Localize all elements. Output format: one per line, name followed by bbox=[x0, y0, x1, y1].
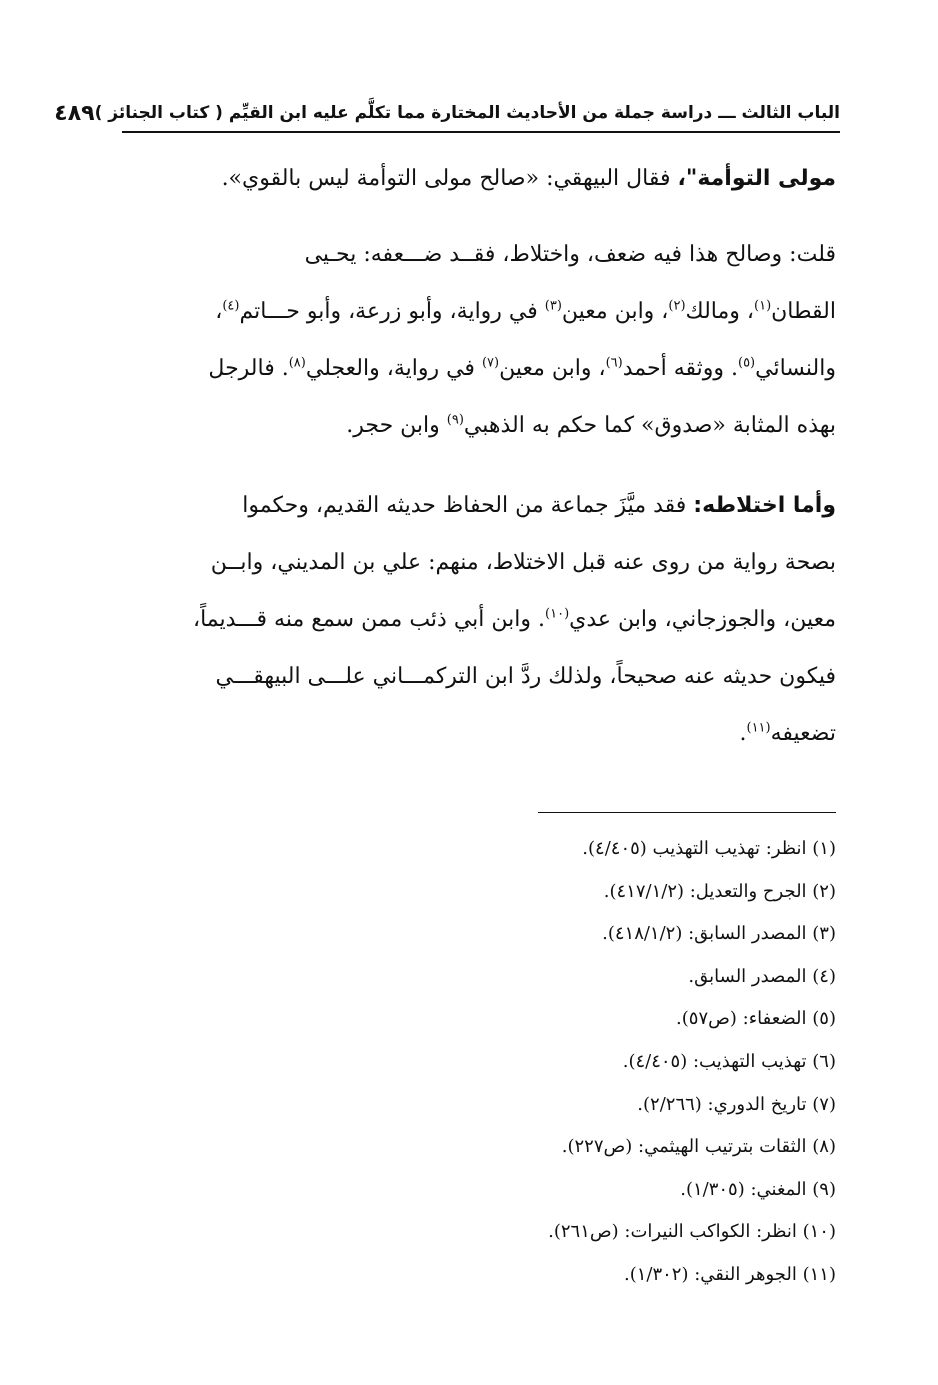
footnote-item: (٣) المصدر السابق: (٤١٨/١/٢). bbox=[602, 923, 836, 945]
footnotes-list bbox=[136, 828, 836, 1297]
footnote-item: (٩) المغني: (١/٣٠٥). bbox=[680, 1178, 836, 1200]
footnote-ref-3[interactable]: (٣) bbox=[544, 298, 562, 314]
text-run: في رواية، والعجلي bbox=[305, 356, 482, 381]
footnote-ref-9[interactable]: (٩) bbox=[446, 412, 464, 428]
paragraph-1-text: فقال البيهقي: «صالح مولى التوأمة ليس بالقوي». bbox=[221, 166, 671, 191]
footnote-ref-5[interactable]: (٥) bbox=[737, 355, 756, 371]
paragraph-2-line-4 bbox=[124, 397, 836, 454]
paragraph-2-line-1: قلت: وصالح هذا فيه ضعف، واختلاط، فقــد ضـــعفه: يحـيى bbox=[304, 242, 836, 267]
paragraph-3-line-4: فيكون حديثه عنه صحيحاً، ولذلك ردَّ ابن التركمـــاني علـــى البيهقـــي bbox=[215, 664, 836, 689]
text-run: ، ومالك bbox=[685, 299, 754, 324]
footnote-item: (١٠) انظر: الكواكب النيرات: (ص٢٦١). bbox=[548, 1221, 836, 1243]
footnote-ref-8[interactable]: (٨) bbox=[288, 355, 306, 371]
footnote-item: (٧) تاريخ الدوري: (٢/٢٦٦). bbox=[637, 1093, 836, 1115]
text-run: معين، والجوزجاني، وابن عدي bbox=[569, 607, 836, 632]
footnote-item: (٢) الجرح والتعديل: (٤١٧/١/٢). bbox=[603, 880, 836, 902]
page-number: ٤٨٩ bbox=[54, 100, 95, 126]
running-header bbox=[54, 98, 840, 128]
paragraph-3-line-1 bbox=[124, 477, 836, 534]
running-title: الباب الثالث ـــ دراسة جملة من الأحاديث المختارة مما تكلَّم عليه ابن القيِّم ( كتاب الجنائز ) bbox=[94, 103, 840, 123]
text-run: . وابن أبي ذئب ممن سمع منه قـــديماً، bbox=[192, 607, 546, 632]
paragraph-2 bbox=[124, 226, 836, 454]
footnote-ref-7[interactable]: (٧) bbox=[481, 355, 500, 371]
paragraph-1-lead: مولى التوأمة"، bbox=[677, 166, 836, 191]
footnote-item: (١١) الجوهر النقي: (١/٣٠٢). bbox=[623, 1263, 836, 1285]
paragraph-2-line-2 bbox=[124, 283, 836, 340]
footnote-item: (١) انظر: تهذيب التهذيب (٤/٤٠٥). bbox=[582, 838, 836, 859]
footnote-item: (٥) الضعفاء: (ص٥٧). bbox=[676, 1008, 836, 1030]
text-run: وابن حجر. bbox=[346, 413, 447, 438]
footnote-ref-1[interactable]: (١) bbox=[754, 298, 772, 314]
paragraph-3-lead: وأما اختلاطه: bbox=[693, 493, 836, 518]
footnote-ref-6[interactable]: (٦) bbox=[605, 355, 623, 371]
footnote-ref-11[interactable]: (١١) bbox=[746, 720, 771, 736]
paragraph-3-line-2: بصحة رواية من روى عنه قبل الاختلاط، منهم: علي بن المديني، وابــن bbox=[210, 550, 836, 575]
text-run: تضعيفه bbox=[770, 721, 836, 746]
text-run: فقد ميَّزَ جماعة من الحفاظ حديثه القديم، وحكموا bbox=[242, 493, 687, 518]
footnote-ref-2[interactable]: (٢) bbox=[668, 298, 686, 314]
header-rule bbox=[122, 131, 840, 133]
paragraph-1-line-1 bbox=[124, 150, 836, 207]
footnote-ref-10[interactable]: (١٠) bbox=[545, 606, 570, 622]
text-run: . bbox=[739, 721, 747, 746]
paragraph-2-line-3 bbox=[124, 340, 836, 397]
text-run: في رواية، وأبو زرعة، وأبو حـــاتم bbox=[239, 299, 545, 324]
paragraph-3-line-5 bbox=[124, 705, 836, 762]
footnote-ref-4[interactable]: (٤) bbox=[222, 298, 240, 314]
text-run: ، وابن معين bbox=[561, 299, 669, 324]
paragraph-3-line-3 bbox=[124, 591, 836, 648]
text-run: ، وابن معين bbox=[499, 356, 606, 381]
footnote-separator bbox=[538, 812, 836, 813]
text-run: ، bbox=[215, 299, 223, 324]
text-run: . ووثقه أحمد bbox=[622, 356, 738, 381]
text-run: بهذه المثابة «صدوق» كما حكم به الذهبي bbox=[463, 413, 836, 438]
footnote-item: (٨) الثقات بترتيب الهيثمي: (ص٢٢٧). bbox=[561, 1136, 836, 1158]
text-run: . فالرجل bbox=[208, 356, 289, 381]
footnote-item: (٦) تهذيب التهذيب: (٤/٤٠٥). bbox=[622, 1050, 836, 1072]
footnote-item: (٤) المصدر السابق. bbox=[688, 965, 836, 987]
text-run: القطان bbox=[771, 299, 836, 324]
text-run: والنسائي bbox=[755, 356, 836, 381]
paragraph-3 bbox=[124, 477, 836, 762]
paragraph-1 bbox=[124, 150, 836, 207]
